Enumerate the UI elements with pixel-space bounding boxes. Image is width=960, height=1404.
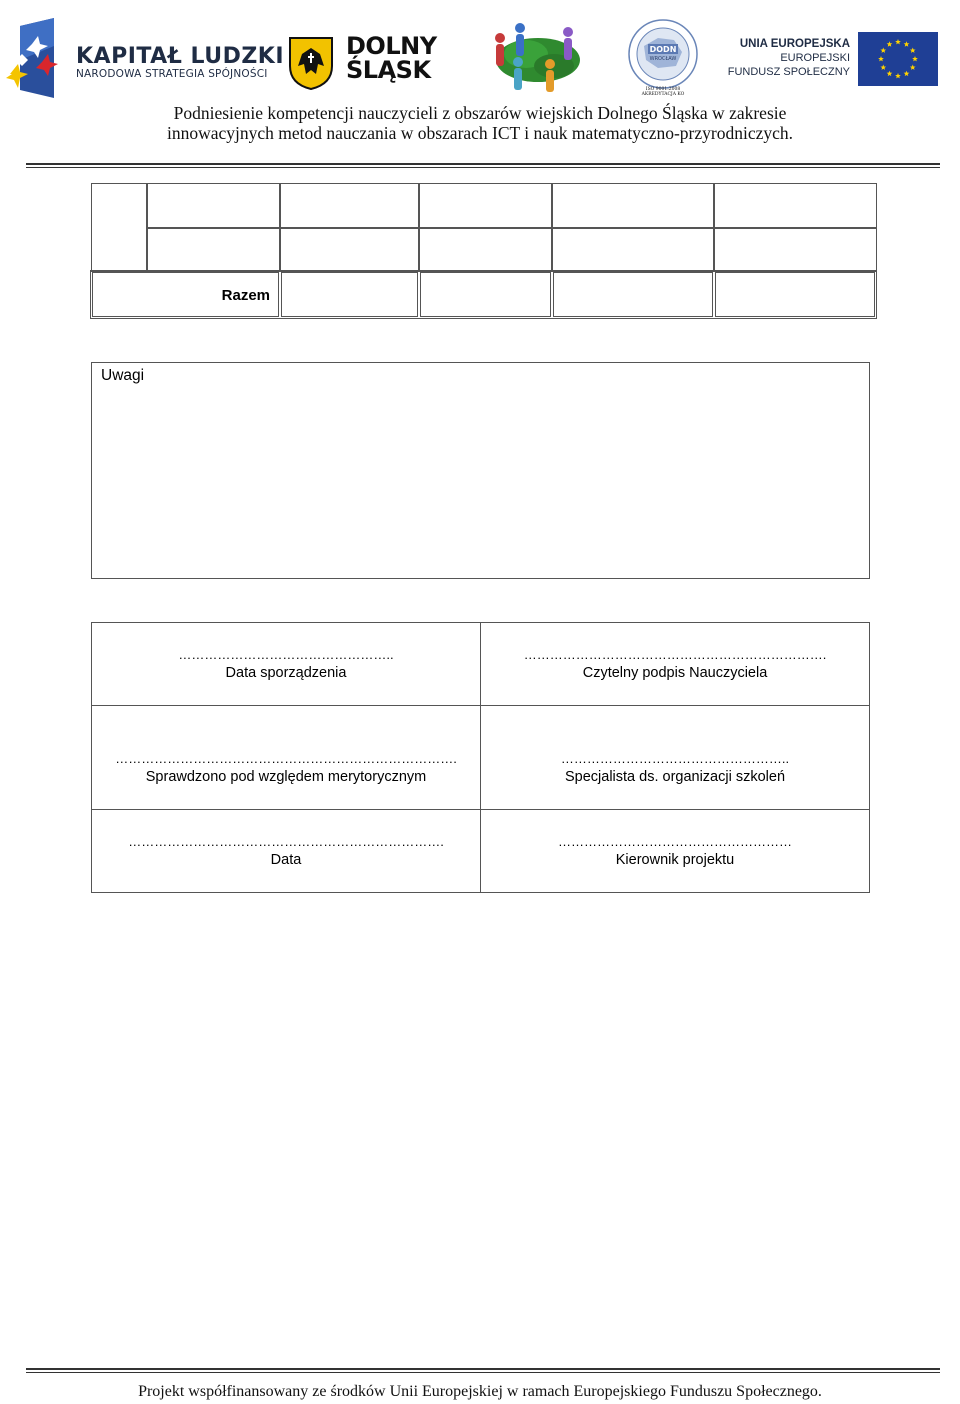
table-total-cell (715, 272, 875, 317)
signature-divider-row1 (92, 705, 869, 706)
dodn-logo (618, 16, 708, 96)
table-total-label: Razem (221, 286, 270, 304)
signature-project-manager (481, 834, 869, 870)
dolny-slask-logo (288, 34, 453, 90)
people-leaf-logo (488, 18, 588, 96)
table-cell (146, 227, 281, 272)
table-cell (551, 183, 715, 229)
signature-caption: Sprawdzono pod względem merytorycznym (145, 769, 427, 785)
signature-line: ………………………………………….. (178, 647, 394, 662)
dolny-slask-line2: ŚLĄSK (346, 56, 431, 84)
svg-text:ISO 9001:2008: ISO 9001:2008 (645, 87, 681, 92)
header-divider-thin (26, 167, 940, 168)
signature-caption: Czytelny podpis Nauczyciela (582, 665, 768, 681)
signature-caption: Specjalista ds. organizacji szkoleń (564, 769, 786, 785)
table-total-cell (420, 272, 551, 317)
unia-line2: EUROPEJSKI (780, 52, 850, 64)
unia-line1: UNIA EUROPEJSKA (739, 38, 850, 50)
table-cell (279, 183, 420, 229)
signature-table (91, 622, 870, 893)
signature-line: ……………………………………………… (558, 834, 792, 849)
table-cell (418, 183, 553, 229)
table-cell (418, 227, 553, 272)
table-total-cell (553, 272, 713, 317)
table-cell (713, 227, 877, 272)
project-title (0, 103, 960, 143)
signature-date (92, 834, 480, 870)
dodn-seal-icon (618, 16, 708, 96)
unia-europejska-logo (727, 32, 940, 88)
kapital-ludzki-logo (6, 16, 285, 100)
kapital-ludzki-title: KAPITAŁ LUDZKI (76, 44, 285, 69)
table-cell (713, 183, 877, 229)
signature-training-specialist (481, 751, 869, 787)
project-title-line2: innowacyjnych metod nauczania w obszarach ICT i nauk matematyczno-przyrodniczych. (166, 123, 794, 143)
signature-checked-substantively (92, 751, 480, 787)
table-cell (279, 227, 420, 272)
remarks-box[interactable] (91, 362, 870, 579)
svg-text:DODN: DODN (649, 45, 677, 54)
signature-caption: Kierownik projektu (615, 852, 735, 868)
header-divider (26, 163, 940, 165)
table-cell (146, 183, 281, 229)
table-total-cell (281, 272, 418, 317)
svg-text:WROCŁAW: WROCŁAW (649, 56, 677, 62)
svg-text:AKREDYTACJA KO: AKREDYTACJA KO (641, 92, 685, 96)
remarks-label: Uwagi (101, 367, 145, 384)
table-cell-left (91, 183, 148, 272)
signature-teacher (481, 647, 869, 683)
people-leaf-icon (488, 18, 588, 96)
signature-line: ……………………………………………………………. (523, 647, 827, 662)
kapital-ludzki-subtitle: NARODOWA STRATEGIA SPÓJNOŚCI (76, 68, 268, 80)
footer-cofinancing-note: Projekt współfinansowany ze środków Unii Europejskiej w ramach Europejskiego Funduszu Społecznego. (138, 1383, 822, 1400)
signature-line: ……………………………………………………………………. (115, 751, 457, 766)
signature-divider-row2 (92, 809, 869, 810)
project-title-line1: Podniesienie kompetencji nauczycieli z obszarów wiejskich Dolnego Śląska w zakresie (173, 103, 787, 123)
signature-caption: Data sporządzenia (225, 665, 347, 681)
dolny-slask-line1: DOLNY (346, 32, 437, 60)
footer-divider (26, 1368, 940, 1370)
signature-caption: Data (270, 852, 302, 868)
signature-date-prepared (92, 647, 480, 683)
table-cell (551, 227, 715, 272)
footer-divider-thin (26, 1372, 940, 1373)
unia-line3: FUNDUSZ SPOŁECZNY (727, 66, 850, 78)
signature-line: …………………………………………….. (560, 751, 790, 766)
eu-flag-icon (858, 32, 938, 86)
kapital-ludzki-emblem-icon (6, 16, 70, 100)
dolny-slask-shield-icon (288, 36, 334, 90)
signature-line: ………………………………………………………………. (128, 834, 444, 849)
